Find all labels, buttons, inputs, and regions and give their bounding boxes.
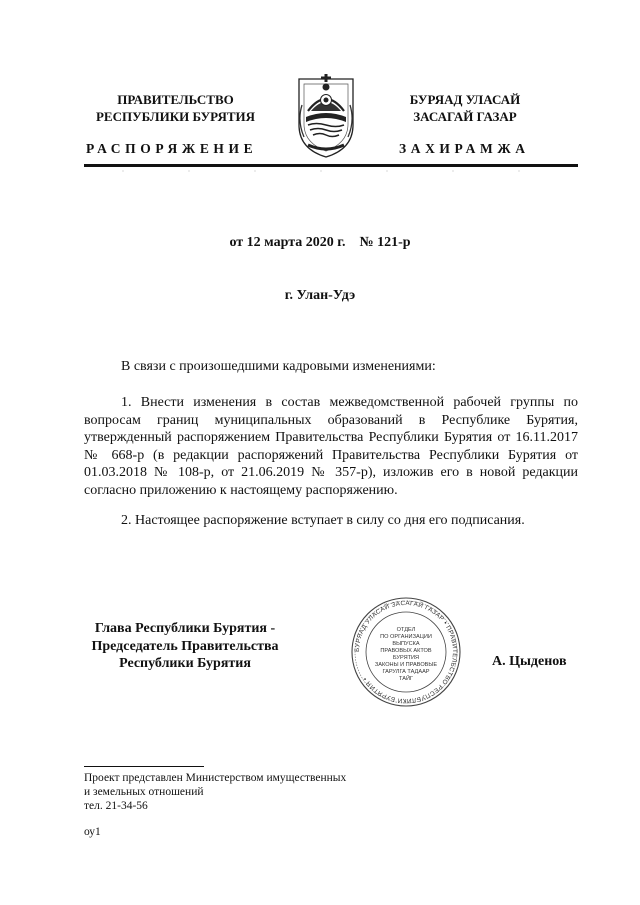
header-line: БУРЯАД УЛАСАЙ — [409, 92, 521, 107]
header-line: РЕСПУБЛИКИ БУРЯТИЯ — [95, 109, 256, 124]
footnote — [84, 771, 346, 813]
seal-center-line: ГАРУЛГА ТАДААР — [382, 669, 430, 675]
seal-center-line: ПО ОРГАНИЗАЦИИ — [380, 634, 432, 640]
signer-name: А. Цыденов — [492, 654, 567, 669]
header-line: ПРАВИТЕЛЬСТВО — [117, 92, 234, 107]
government-header-ru — [83, 91, 268, 125]
document-city: г. Улан-Удэ — [284, 288, 356, 303]
header-line: ЗАСАГАЙ ГАЗАР — [413, 109, 517, 124]
coat-of-arms-icon — [294, 73, 358, 159]
header-divider — [84, 164, 578, 167]
official-seal-icon — [341, 596, 471, 708]
signer-title — [80, 620, 290, 673]
seal-center-line: ПРАВОВЫХ АКТОВ — [380, 648, 432, 654]
seal-ring-text: БУРЯАД УЛАСАЙ ЗАСАГАЙ ГАЗАР • ПРАВИТЕЛЬСТВО РЕСПУБЛИКИ БУРЯТИЯ • — [353, 599, 459, 705]
header-dotted-divider — [90, 170, 578, 172]
intro-paragraph: В связи с произошедшими кадровыми изменениями: — [121, 359, 436, 374]
seal-center-line: ТАЙГ — [398, 676, 414, 682]
item-2-paragraph: 2. Настоящее распоряжение вступает в силу со дня его подписания. — [121, 513, 525, 528]
footnote-line: и земельных отношений — [84, 786, 204, 798]
footnote-divider — [84, 766, 204, 767]
item-1-paragraph: 1. Внести изменения в состав межведомственной рабочей группы по вопросам границ муниципальных образований в Республике Бурятия, утвержденный распоряжением Правительства Республики Бурятия от 16.11.2017 № 668-р (в редакции распоряжений Правительства Республики Бурятия от 01.03.2018 № 108-р, от 21.06.2019 № 357-р), изложив его в новой редакции согласно приложению к настоящему распоряжению. — [84, 395, 578, 498]
government-header-bur — [385, 91, 545, 125]
seal-center-line: ВЫПУСКА — [392, 641, 420, 647]
signer-title-line: Председатель Правительства — [91, 638, 279, 654]
seal-center-line: ЗАКОНЫ И ПРАВОВЫЕ — [374, 662, 438, 668]
footnote-line: Проект представлен Министерством имущественных — [84, 772, 347, 784]
document-type-bur: ЗАХИРАМЖА — [399, 141, 530, 156]
footnote-line: тел. 21-34-56 — [84, 800, 148, 812]
seal-center-line: ОТДЕЛ — [396, 627, 416, 633]
document-date-number: от 12 марта 2020 г. № 121-р — [229, 235, 411, 250]
signer-title-line: Республики Бурятия — [119, 656, 251, 671]
document-type-ru: РАСПОРЯЖЕНИЕ — [86, 141, 258, 156]
signer-title-line: Глава Республики Бурятия - — [94, 621, 276, 636]
footnote-code: оу1 — [84, 826, 101, 838]
seal-center-line: БУРЯТИЯ — [392, 655, 420, 661]
